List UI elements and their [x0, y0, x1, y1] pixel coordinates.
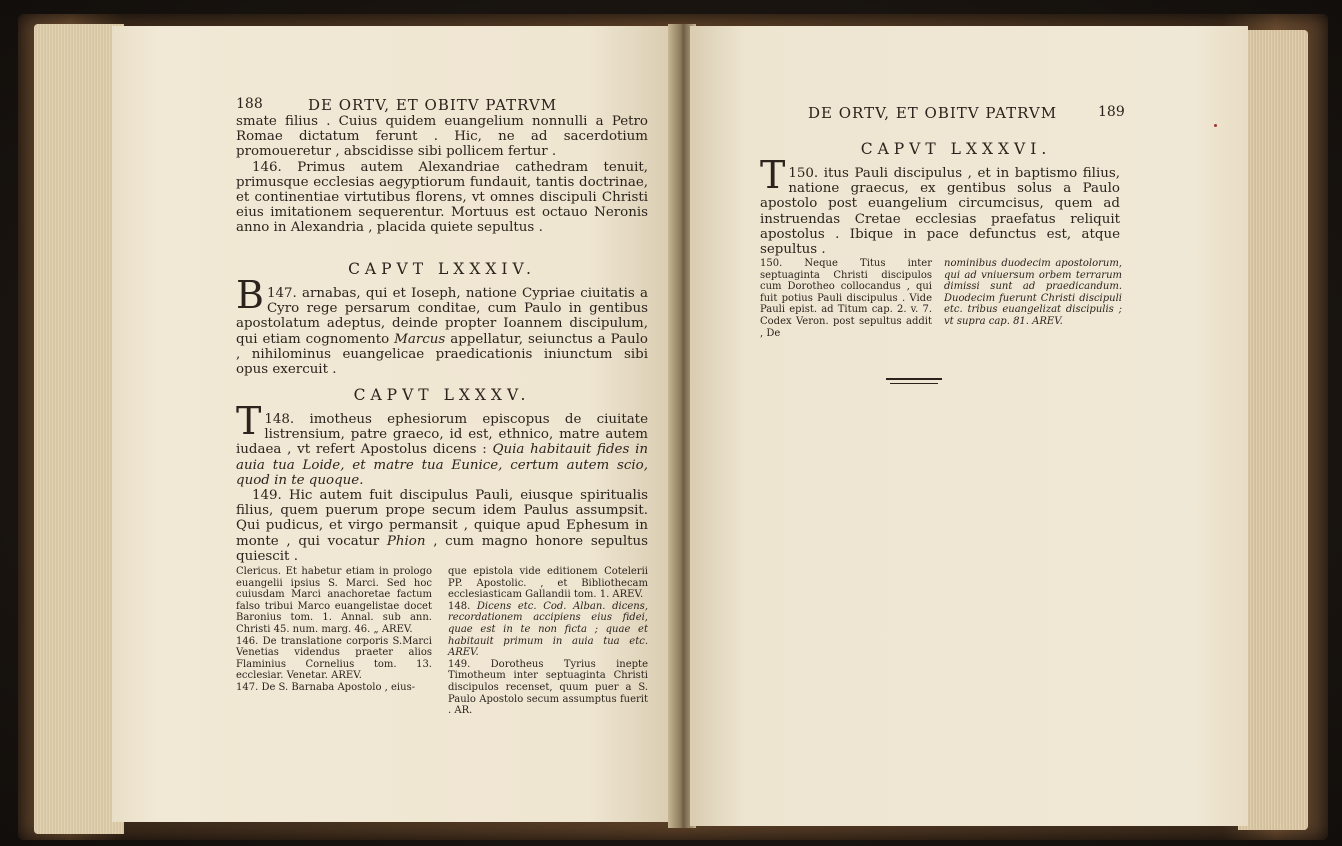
drop-cap: B	[236, 273, 264, 317]
paragraph-146: 146. Primus autem Alexandriae cathedram tenuit, primusque ecclesias aegyptiorum fundauit, tantis doctrinae, et continentiae virtutibus florens, vt omnes discipuli Christi eius imitationem sequerentur. Mortuus est octauo Neronis anno in Alexandria , placida quiete sepultus .	[236, 159, 648, 236]
drop-cap: T	[760, 153, 786, 197]
paragraph-text-end: appellatur, seiunctus a Paulo , nihilominus euangelicae praedicationis iniunctum sibi opus exercuit .	[236, 331, 648, 378]
paragraph-text: arnabas, qui et Ioseph, natione Cypriae ciuitatis a Cyro rege persarum conditae, cum Paulo in gentibus apostolatum adeptus, deinde propter Ioannem discipulum, qui etiam cognomento	[236, 286, 648, 347]
paragraph-text: itus Pauli discipulus , et in baptismo filius, natione graecus, ex gentibus solus a Paulo apostolo post euangelium circumcisus, quem ad instruendas Cretae ecclesias praefatus reliquit apostolus . Ibique in pace defunctus est, atque sepultus .	[760, 166, 1120, 258]
page-number: 188	[236, 96, 263, 112]
footnotes-col-2	[944, 258, 1122, 328]
italic-quote: Quia habitauit fides in auia tua Loide, et matre tua Eunice, certum autem scio, quod in te quoque.	[236, 442, 648, 488]
footnote-number: 148.	[448, 600, 471, 612]
paragraph-text-end: , cum magno honore sepultus quiescit .	[236, 533, 648, 564]
footnote-text: Dicens etc. Cod. Alban. dicens, recordationem accipiens eius fidei, quae est in te non ficta ; quae et habitauit primum in auia tua etc. AREV.	[448, 600, 648, 659]
paragraph-text: 149. Hic autem fuit discipulus Pauli, eiusque spiritualis filius, quem puerum prope secum idem Paulus assumpsit. Qui pudicus, et virgo permansit , quique apud Ephesum in monte , qui vocatur	[236, 488, 648, 549]
page-number: 189	[1098, 104, 1125, 120]
paragraph-148	[236, 399, 648, 564]
footnote: que epistola vide editionem Cotelerii PP. Apostolic. , et Bibliothecam ecclesiasticam Gallandii tom. 1. AREV.	[448, 566, 648, 601]
footnote-147: 147. De S. Barnaba Apostolo , eius-	[236, 681, 416, 693]
paragraph-number: 150.	[788, 166, 819, 181]
end-rule-thin	[890, 383, 938, 384]
paragraph-147	[236, 273, 648, 378]
footnotes-col-1	[760, 258, 932, 339]
drop-cap: T	[236, 399, 262, 443]
paragraph-text: imotheus ephesiorum episcopus de ciuitate listrensium, patre graeco, id est, ethnico, matre autem iudaea , vt refert Apostolus dicens :	[236, 412, 648, 458]
footnote-text: nominibus duodecim apostolorum, qui ad vniuersum orbem terrarum dimissi sunt ad praedicandum. Duodecim fuerunt Christi discipuli etc. tribus euangelizat discipulis ; vt supra cap. 81. AREV.	[944, 258, 1122, 327]
paragraph-150	[760, 153, 1120, 258]
paragraph-number: 148.	[264, 412, 295, 427]
running-head: DE ORTV, ET OBITV PATRVM	[808, 104, 1058, 122]
footnotes-col-2	[448, 566, 648, 717]
page-edges-left	[34, 24, 124, 834]
footnote-149: 149. Dorotheus Tyrius inepte Timotheum inter septuaginta Christi discipulos recenset, quum puer a S. Paulo Apostolo secum assumptus fuerit . AR.	[448, 658, 648, 717]
chapter-heading-86: CAPVT LXXXVI.	[860, 140, 1052, 158]
paragraph-number: 147.	[266, 286, 297, 301]
chapter-heading-84: CAPVT LXXXIV.	[348, 260, 536, 278]
left-page	[112, 26, 672, 822]
footnote: Clericus. Et habetur etiam in prologo euangelii ipsius S. Marci. Sed hoc cuiusdam Marci anachoretae factum falso tribui Marco euangelistae docet Baronius tom. 1. Annal. sub ann. Christi 45. num. marg. 46. „ AREV.	[236, 566, 432, 635]
page-edges-right	[1238, 30, 1308, 830]
end-rule	[886, 378, 942, 380]
body-top	[236, 114, 648, 236]
chapter-heading-85: CAPVT LXXXV.	[353, 386, 531, 404]
right-page	[690, 26, 1248, 826]
paragraph-149	[236, 488, 648, 564]
footnotes-col-1	[236, 566, 432, 694]
footnote-150: 150. Neque Titus inter septuaginta Christi discipulos cum Dorotheo collocandus , qui fuit potius Pauli discipulus . Vide Pauli epist. ad Titum cap. 2. v. 7. Codex Veron. post sepultus addit , De	[760, 258, 932, 339]
italic-place: Phion	[386, 533, 426, 549]
ink-spot	[1214, 124, 1217, 127]
footnote-148	[448, 601, 648, 659]
running-head: DE ORTV, ET OBITV PATRVM	[308, 96, 558, 114]
italic-name: Marcus	[394, 331, 446, 347]
intro-text: smate filius . Cuius quidem euangelium nonnulli a Petro Romae dictatum ferunt . Hic, ne ad sacerdotium promoueretur , abscidisse sibi pollicem fertur .	[236, 114, 648, 160]
footnote-146: 146. De translatione corporis S.Marci Venetias videndus praeter alios Flaminius Cornelius tom. 13. ecclesiar. Venetar. AREV.	[236, 635, 432, 682]
